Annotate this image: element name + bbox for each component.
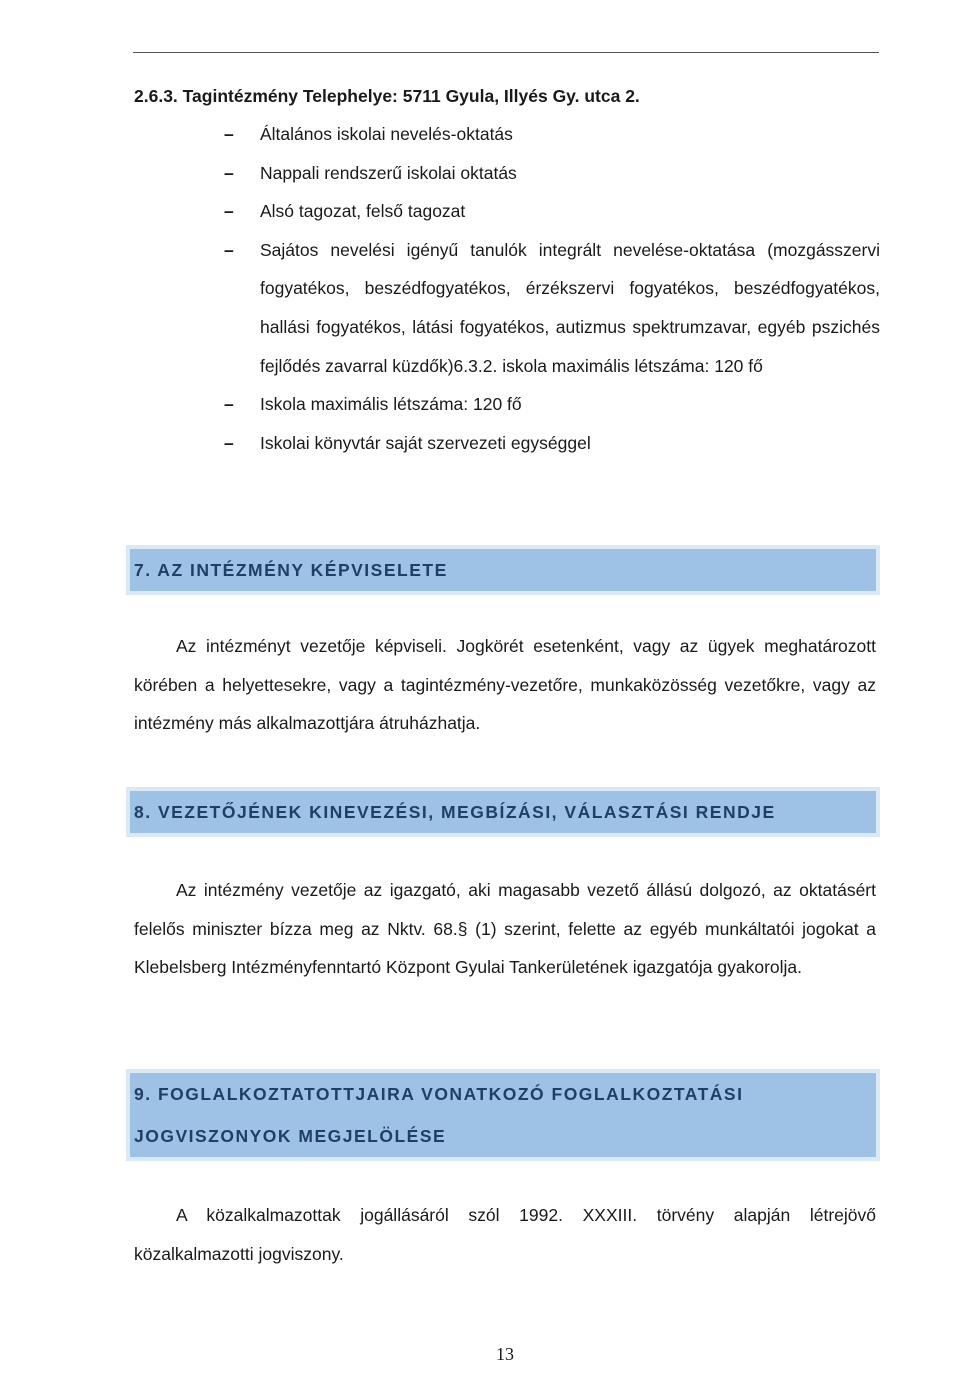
dash-marker: – [224, 124, 234, 144]
dash-marker: – [224, 394, 234, 415]
section-heading-leader-appointment: 8. VEZETŐJÉNEK KINEVEZÉSI, MEGBÍZÁSI, VÁLASZTÁSI RENDJE [126, 787, 880, 837]
bullet-list [134, 115, 880, 462]
dash-marker: – [224, 201, 234, 222]
section-paragraph-representation: Az intézményt vezetője képviseli. Jogkörét esetenként, vagy az ügyek meghatározott körében a helyettesekre, vagy a tagintézmény-vezetőre, munkaközösség vezetőkre, vagy az intézmény más alkalmazottjára átruházhatja. [134, 636, 876, 734]
list-item-text: Általános iskolai nevelés-oktatás [260, 124, 513, 144]
section-paragraph-employment: A közalkalmazottak jogállásáról szól 1992. XXXIII. törvény alapján létrejövő közalkalmazotti jogviszony. [134, 1205, 876, 1264]
list-item [134, 231, 880, 385]
section-heading-representation: 7. AZ INTÉZMÉNY KÉPVISELETE [126, 545, 880, 595]
list-item [134, 424, 880, 463]
dash-marker: – [224, 162, 234, 183]
dash-marker: – [224, 432, 234, 453]
list-item-text: Iskolai könyvtár saját szervezeti egységgel [260, 432, 591, 453]
section-paragraph-leader-appointment: Az intézmény vezetője az igazgató, aki magasabb vezető állású dolgozó, az oktatásért felelős miniszter bízza meg az Nktv. 68.§ (1) szerint, felette az egyéb munkáltatói jogokat a Klebelsberg Intézményfenntartó Központ Gyulai Tankerületének igazgatója gyakorolja. [134, 880, 876, 978]
list-item [134, 154, 880, 193]
list-item-text: Alsó tagozat, felső tagozat [260, 201, 466, 222]
header-rule [133, 52, 879, 53]
list-item [134, 385, 880, 424]
list-item [134, 192, 880, 231]
list-item-text: Iskola maximális létszáma: 120 fő [260, 394, 522, 415]
list-item-text: Nappali rendszerű iskolai oktatás [260, 162, 517, 183]
list-item-text: Sajátos nevelési igényű tanulók integrált nevelése-oktatása (mozgásszervi fogyatékos, beszédfogyatékos, érzékszervi fogyatékos, beszédfogyatékos, hallási fogyatékos, látási fogyatékos, autizmus spektrumzavar, egyéb pszichés fejlődés zavarral küzdők)6.3.2. iskola maximális létszáma: 120 fő [260, 239, 880, 376]
page-number: 13 [496, 1344, 514, 1364]
dash-marker: – [224, 239, 234, 260]
section-heading-employment: 9. FOGLALKOZTATOTTJAIRA VONATKOZÓ FOGLALKOZTATÁSI JOGVISZONYOK MEGJELÖLÉSE [126, 1069, 880, 1161]
subsection-heading: 2.6.3. Tagintézmény Telephelye: 5711 Gyula, Illyés Gy. utca 2. [134, 86, 640, 106]
list-item [134, 115, 880, 154]
